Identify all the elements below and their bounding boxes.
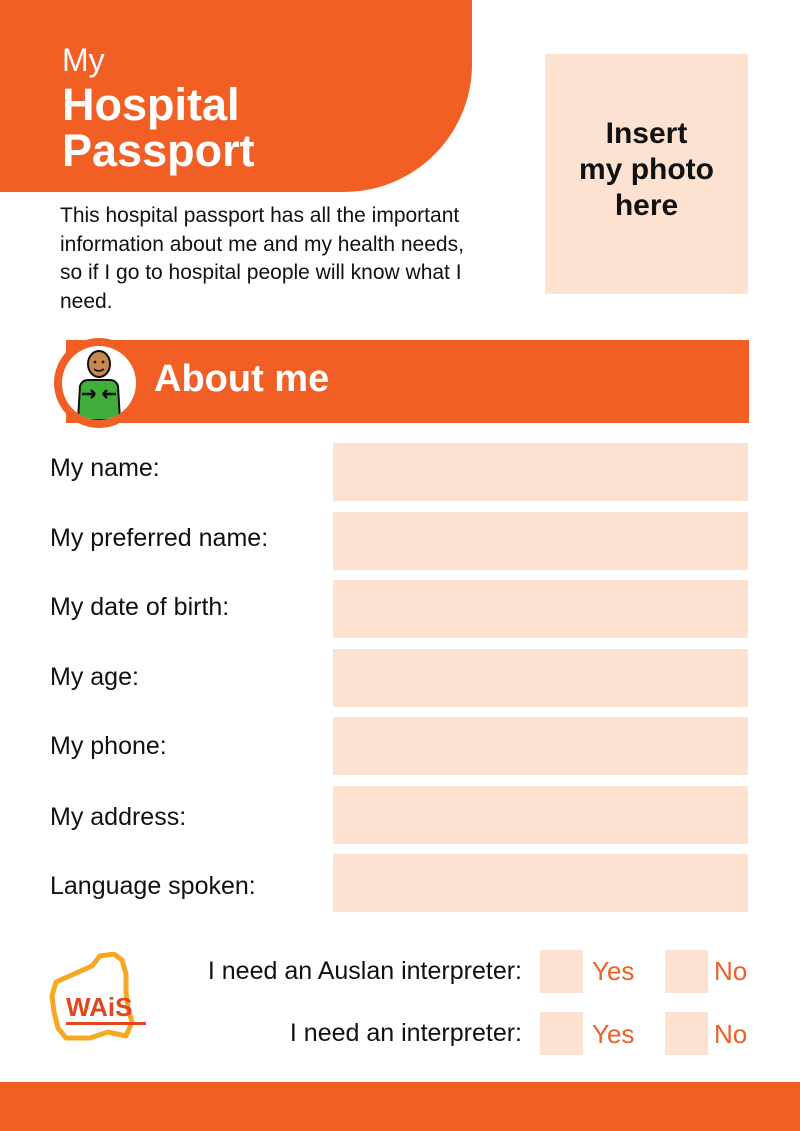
auslan-no-checkbox[interactable] [665,950,708,993]
title-small: My [62,42,105,78]
interpreter-label: I need an interpreter: [289,1019,522,1047]
interpreter-no-checkbox[interactable] [665,1012,708,1055]
person-signing-figure [62,346,136,420]
auslan-yes-checkbox[interactable] [540,950,583,993]
preferred-name-field[interactable] [333,512,748,570]
interpreter-yes-checkbox[interactable] [540,1012,583,1055]
photo-text-line-2: my photo [579,153,714,186]
date-of-birth-field[interactable] [333,580,748,638]
wa-map-outline-icon [44,952,164,1042]
photo-text-line-1: Insert [605,117,688,150]
interpreter-no-label: No [714,1019,748,1049]
language-label: Language spoken: [50,872,256,900]
photo-text-line-3: here [614,189,679,222]
photo-placeholder-text [552,116,742,224]
logo-text: WAiS [66,992,133,1022]
section-title: About me [154,358,330,400]
preferred-name-label: My preferred name: [50,524,269,552]
age-label: My age: [50,663,139,691]
age-field[interactable] [333,649,748,707]
auslan-no-label: No [714,956,748,986]
address-label: My address: [50,803,187,831]
phone-field[interactable] [333,717,748,775]
footer-bar [0,1082,800,1131]
name-label: My name: [50,454,160,482]
title-line-1: Hospital [62,79,240,130]
language-field[interactable] [333,854,748,912]
phone-label: My phone: [50,732,167,760]
intro-text: This hospital passport has all the important information about me and my health needs, so if I go to hospital people will know what I need. [60,204,464,313]
photo-placeholder[interactable] [545,54,748,294]
page-title [62,79,255,176]
auslan-interpreter-label: I need an Auslan interpreter: [207,957,522,985]
date-of-birth-label: My date of birth: [50,593,230,621]
interpreter-yes-label: Yes [592,1019,635,1049]
person-signing-icon [54,338,144,428]
auslan-yes-label: Yes [592,956,635,986]
address-field[interactable] [333,786,748,844]
title-line-2: Passport [62,125,255,176]
name-field[interactable] [333,443,748,501]
wais-logo [44,952,164,1042]
